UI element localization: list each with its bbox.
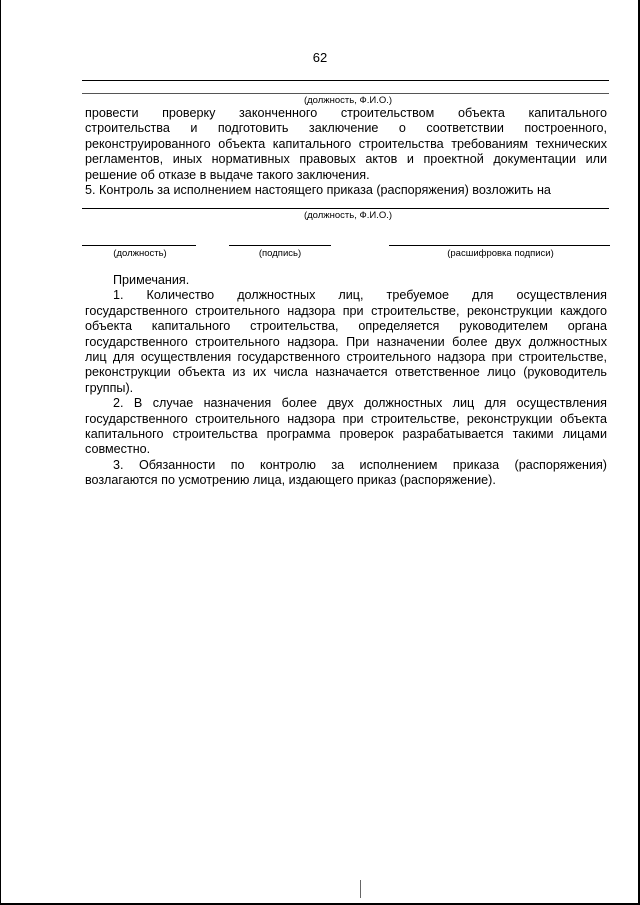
note1-line-2: государственного строительного надзора при строительстве, реконструкции каждого — [85, 303, 607, 318]
caption-position-name-1: (должность, Ф.И.О.) — [303, 95, 393, 106]
note3-line-1: 3. Обязанности по контролю за исполнением приказа (распоряжения) — [113, 457, 607, 472]
scan-mark — [360, 880, 361, 898]
caption-signature-decoding: (расшифровка подписи) — [447, 248, 554, 259]
order-text-block — [85, 106, 607, 198]
signature-line-decoding — [389, 245, 610, 246]
fill-line-2 — [82, 93, 609, 94]
note1-line-3: объекта капитального строительства, определяется руководителем органа — [85, 319, 607, 334]
item4-line-4: регламентов, иных нормативных правовых актов и проектной документации или — [85, 152, 607, 167]
notes-block — [85, 273, 607, 489]
note1-line-1: 1. Количество должностных лиц, требуемое для осуществления — [113, 288, 607, 303]
fill-line-1 — [82, 80, 609, 81]
signature-line-position — [82, 245, 196, 246]
note2-line-1: 2. В случае назначения более двух должностных лиц для осуществления — [113, 396, 607, 411]
caption-signature: (подпись) — [258, 248, 302, 259]
item4-line-2: строительства и подготовить заключение о соответствии построенного, — [85, 121, 607, 136]
fill-line-3 — [82, 208, 609, 209]
note1-line-7: группы). — [85, 380, 134, 395]
item5-text: 5. Контроль за исполнением настоящего приказа (распоряжения) возложить на — [85, 183, 551, 198]
item4-line-3: реконструированного объекта капитального строительства требованиям технических — [85, 136, 607, 151]
page-border-left — [0, 0, 1, 905]
note2-line-2: государственного строительного надзора при строительстве, реконструкции объекта — [85, 411, 607, 426]
notes-heading: Примечания. — [113, 273, 190, 287]
caption-position-name-2: (должность, Ф.И.О.) — [303, 210, 393, 221]
note3-line-2: возлагаются по усмотрению лица, издающего приказ (распоряжение). — [85, 473, 496, 488]
signature-line-signature — [229, 245, 331, 246]
note2-line-4: совместно. — [85, 442, 151, 457]
caption-position: (должность) — [113, 248, 167, 259]
note1-line-6: реконструкции объекта из их числа назначается ответственное лицо (руководитель — [85, 365, 607, 380]
item4-line-1: провести проверку законченного строительством объекта капитального — [85, 106, 607, 120]
note2-line-3: капитального строительства программа проверок разрабатывается такими лицами — [85, 427, 607, 442]
note1-line-4: государственного строительного надзора. При назначении более двух должностных — [85, 334, 607, 349]
note1-line-5: лиц для осуществления государственного строительного надзора при строительстве, — [85, 350, 607, 365]
item4-line-5: решение об отказе в выдаче такого заключения. — [85, 167, 370, 182]
page-number: 62 — [312, 50, 328, 65]
